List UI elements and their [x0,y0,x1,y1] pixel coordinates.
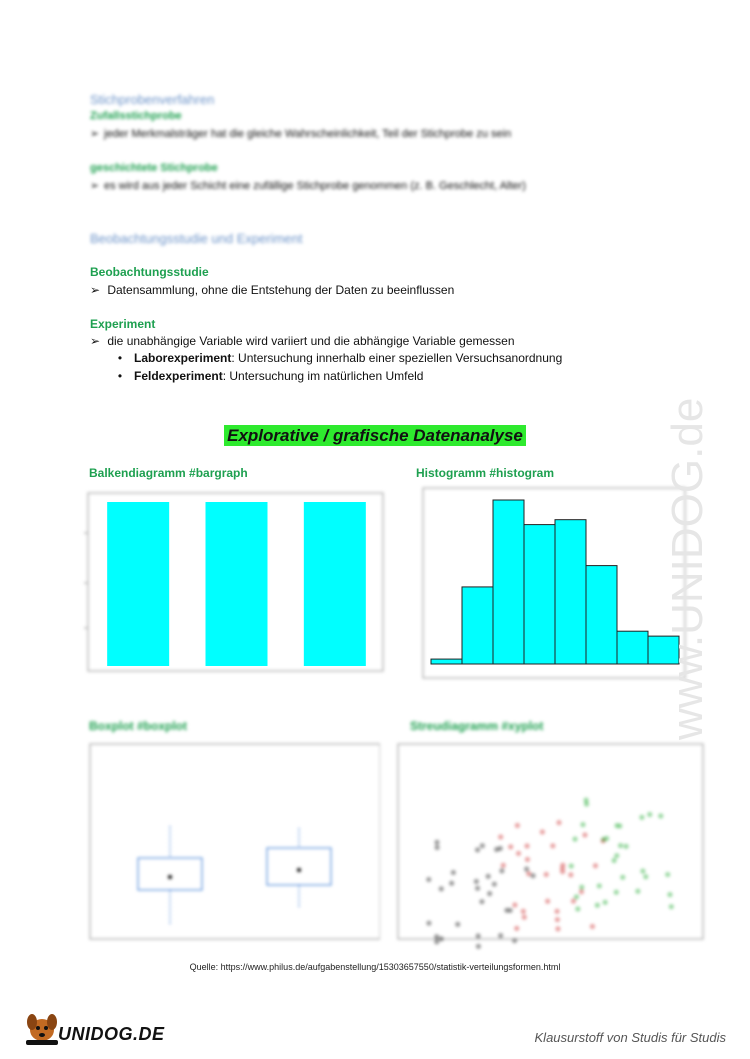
scatter-point [435,940,438,943]
bullet-lab-experiment: • Laborexperiment: Untersuchung innerhalb einer speziellen Versuchsanordnung [106,351,562,365]
scatter-point [557,821,560,824]
footer-tagline: Klausurstoff von Studis für Studis [534,1030,726,1045]
scatter-point [572,899,575,902]
watermark [660,270,720,750]
scatter-point [659,814,662,817]
blurred-item-stratified: ➢ es wird aus jeder Schicht eine zufällige Stichprobe genommen (z. B. Geschlecht, Alter) [90,180,526,192]
scatter-point [526,858,529,861]
scatter-point [640,816,643,819]
scatter-point [499,934,502,937]
scatter-point [570,864,573,867]
scatter-point [509,845,512,848]
scatter-point [541,830,544,833]
box [138,858,202,890]
scatter-point [581,823,584,826]
scatter-point [450,882,453,885]
scatter-point [556,918,559,921]
scatter-point [583,833,586,836]
scatter-point [580,890,583,893]
scatter-point [619,844,622,847]
histogram-bin [586,566,617,664]
scatter-point [615,854,618,857]
scatter-point [476,887,479,890]
blurred-heading-sampling: Stichprobenverfahren [90,92,215,107]
scatter-point [555,910,558,913]
scatter-point [644,875,647,878]
histogram-bin [524,525,555,664]
scatter-point [546,900,549,903]
scatter-point [525,867,528,870]
bullet-icon: • [117,369,123,383]
scatter-point [545,873,548,876]
scatter-point [475,880,478,883]
scatter-point [435,841,438,844]
scatter-point [481,844,484,847]
arrow-icon: ➢ [90,334,101,348]
blurred-item-random: ➢ jeder Merkmalsträger hat die gleiche Wahrscheinlichkeit, Teil der Stichprobe zu sein [90,128,512,140]
arrow-icon: ➢ [90,180,100,192]
scatter-point [456,923,459,926]
blurred-heading-study: Beobachtungsstudie und Experiment [90,231,303,246]
scatter-point [604,901,607,904]
logo-text: UNIDOG.DE [58,1024,165,1044]
scatter-point [509,909,512,912]
boxplot-chart [80,740,380,950]
histogram-bin [493,500,524,664]
bar [304,502,366,666]
watermark-text: www.UNIDOG.de [663,397,712,740]
histogram-chart [395,484,695,704]
title-bargraph: Balkendiagramm #bargraph [89,466,248,480]
scatter-point [495,848,498,851]
scatter-point [488,892,491,895]
scatter-point [476,848,479,851]
scatter-point [636,890,639,893]
scatter-point [556,927,559,930]
scatter-point [641,870,644,873]
scatter-point [513,903,516,906]
scatter-point [525,844,528,847]
scatter-point [615,891,618,894]
bullet-field-experiment: • Feldexperiment: Untersuchung im natürlichen Umfeld [106,369,423,383]
bar [206,502,268,666]
scatter-point [561,864,564,867]
scatter-point [648,813,651,816]
title-histogram: Histogramm #histogram [416,466,555,480]
banner-title: Explorative / grafische Datenanalyse [224,425,526,446]
scatter-point [591,925,594,928]
histogram-bin [462,587,493,664]
histogram-bin [431,659,462,664]
scatter-point [452,871,455,874]
scatter-point [499,847,502,850]
scatter-point [580,886,583,889]
scatter-point [500,869,503,872]
bar-chart [70,488,390,708]
scatter-chart [388,740,708,950]
scatter-point [487,875,490,878]
scatter-point [594,864,597,867]
scatter-point [477,945,480,948]
scatter-point [527,872,530,875]
scatter-point [624,845,627,848]
scatter-point [513,939,516,942]
scatter-point [666,873,669,876]
scatter-point [573,838,576,841]
bullet-icon: • [117,351,123,365]
heading-experiment: Experiment [90,317,156,331]
scatter-point [522,910,525,913]
scatter-point [505,909,508,912]
histogram-bin [617,631,648,664]
median-point [297,868,301,872]
footer-logo [22,1010,62,1051]
scatter-point [477,934,480,937]
item-experiment: ➢ die unabhängige Variable wird variiert und die abhängige Variable gemessen [90,334,515,348]
scatter-point [435,935,438,938]
bar [107,502,169,666]
scatter-point [440,887,443,890]
heading-observational-study: Beobachtungsstudie [90,265,209,279]
scatter-point [621,876,624,879]
scatter-point [499,835,502,838]
arrow-icon: ➢ [90,128,100,140]
blurred-sub-stratified: geschichtete Stichprobe [90,162,218,174]
scatter-point [531,874,534,877]
title-scatter: Streudiagramm #xyplot [410,719,544,733]
blurred-sub-random-sample: Zufallsstichprobe [90,110,182,122]
median-point [168,875,172,879]
scatter-point [493,883,496,886]
scatter-point [502,864,505,867]
scatter-point [585,798,588,801]
box [267,848,331,885]
banner-wrap [0,426,750,446]
scatter-point [585,803,588,806]
scatter-point [576,907,579,910]
scatter-point [516,824,519,827]
scatter-point [551,844,554,847]
scatter-point [598,884,601,887]
scatter-point [670,905,673,908]
scatter-point [613,859,616,862]
scatter-point [618,824,621,827]
scatter-point [569,873,572,876]
histogram-bin [555,520,586,664]
scatter-point [523,916,526,919]
scatter-point [575,895,578,898]
scatter-point [427,878,430,881]
scatter-point [480,900,483,903]
arrow-icon: ➢ [90,283,101,297]
title-boxplot: Boxplot #boxplot [89,719,187,733]
scatter-point [515,927,518,930]
scatter-point [668,893,671,896]
scatter-point [427,922,430,925]
scatter-point [517,852,520,855]
item-observational: ➢ Datensammlung, ohne die Entstehung der Daten zu beeinflussen [90,283,455,297]
scatter-point [596,904,599,907]
scatter-point [436,846,439,849]
scatter-point [561,870,564,873]
dog-logo-icon [22,1010,62,1046]
source-note: Quelle: https://www.philus.de/aufgabenstellung/15303657550/statistik-verteilungsformen.html [189,962,561,972]
